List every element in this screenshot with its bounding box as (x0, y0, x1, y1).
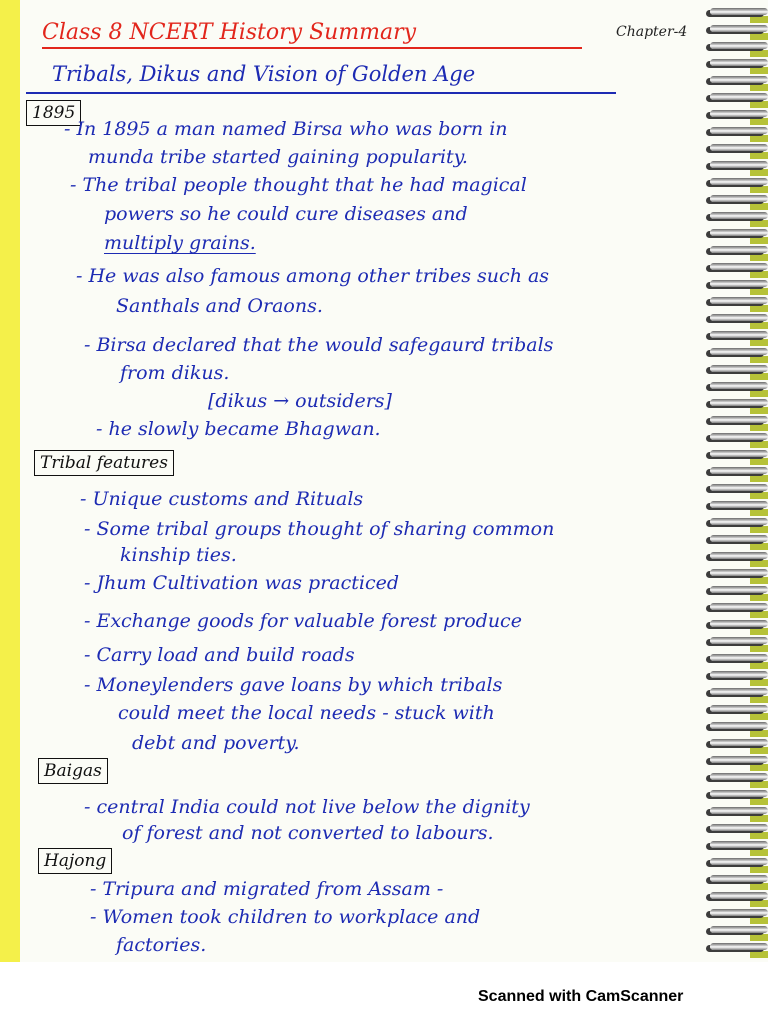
section-heading-1895: 1895 (26, 100, 81, 126)
spiral-coil (710, 807, 768, 814)
spiral-coil-gap (750, 203, 768, 210)
spiral-coil-gap (750, 390, 768, 397)
spiral-coil-gap (750, 509, 768, 516)
spiral-coil-gap (750, 373, 768, 380)
spiral-coil-gap (750, 50, 768, 57)
spiral-coil-gap (750, 407, 768, 414)
spiral-coil (710, 586, 768, 593)
title-underline (42, 47, 582, 49)
note-line: of forest and not converted to labours. (122, 822, 494, 844)
spiral-coil-gap (750, 866, 768, 873)
spiral-coil-gap (750, 628, 768, 635)
spiral-coil (710, 399, 768, 406)
spiral-coil-gap (750, 169, 768, 176)
spiral-coil-gap (750, 33, 768, 40)
spiral-coil (710, 433, 768, 440)
note-line: - Moneylenders gave loans by which tribals (84, 674, 503, 696)
spiral-coil (710, 671, 768, 678)
note-line: - Unique customs and Rituals (80, 488, 364, 510)
spiral-coil (710, 450, 768, 457)
spiral-coil (710, 909, 768, 916)
spiral-coil-gap (750, 441, 768, 448)
spiral-coil (710, 620, 768, 627)
spiral-coil-gap (750, 288, 768, 295)
spiral-coil-gap (750, 339, 768, 346)
spiral-coil (710, 195, 768, 202)
spiral-coil-gap (750, 305, 768, 312)
note-line: [dikus → outsiders] (208, 390, 392, 412)
spiral-coil-gap (750, 662, 768, 669)
spiral-coil-gap (750, 237, 768, 244)
spiral-coil-gap (750, 492, 768, 499)
spiral-coil-gap (750, 254, 768, 261)
note-line: - Exchange goods for valuable forest produce (84, 610, 522, 632)
spiral-coil-gap (750, 832, 768, 839)
section-heading-tribal-features: Tribal features (34, 450, 174, 476)
spiral-coil (710, 943, 768, 950)
spiral-coil (710, 297, 768, 304)
spiral-coil (710, 93, 768, 100)
note-line: - Carry load and build roads (84, 644, 355, 666)
chapter-label: Chapter-4 (616, 24, 688, 40)
spiral-coil-gap (750, 747, 768, 754)
note-line: - central India could not live below the dignity (84, 796, 530, 818)
spiral-coil-gap (750, 679, 768, 686)
note-line: - Birsa declared that the would safegaurd tribals (84, 334, 554, 356)
spiral-coil-gap (750, 356, 768, 363)
spiral-coil-gap (750, 611, 768, 618)
spiral-coil (710, 637, 768, 644)
spiral-coil-gap (750, 322, 768, 329)
spiral-coil (710, 42, 768, 49)
spiral-coil-gap (750, 101, 768, 108)
spiral-coil (710, 144, 768, 151)
note-line: debt and poverty. (132, 732, 300, 754)
note-line: munda tribe started gaining popularity. (88, 146, 468, 168)
spiral-coil-gap (750, 764, 768, 771)
spiral-coil-gap (750, 135, 768, 142)
spiral-coil (710, 59, 768, 66)
spiral-coil-gap (750, 849, 768, 856)
spiral-binding (704, 0, 768, 962)
spiral-coil (710, 603, 768, 610)
spiral-coil (710, 790, 768, 797)
spiral-coil (710, 739, 768, 746)
spiral-coil (710, 178, 768, 185)
note-line: multiply grains. (104, 232, 256, 254)
spiral-coil-gap (750, 16, 768, 23)
spiral-coil (710, 722, 768, 729)
spiral-coil-gap (750, 934, 768, 941)
page-edge-strip (0, 0, 20, 962)
spiral-coil-gap (750, 543, 768, 550)
spiral-coil (710, 552, 768, 559)
spiral-coil-gap (750, 815, 768, 822)
note-line: kinship ties. (120, 544, 237, 566)
spiral-coil-gap (750, 781, 768, 788)
section-heading-hajong: Hajong (38, 848, 112, 874)
spiral-coil-gap (750, 594, 768, 601)
spiral-coil (710, 773, 768, 780)
spiral-coil-gap (750, 730, 768, 737)
spiral-coil-gap (750, 220, 768, 227)
spiral-coil-gap (750, 84, 768, 91)
note-line: - Women took children to workplace and (90, 906, 481, 928)
spiral-coil-gap (750, 883, 768, 890)
note-line: factories. (116, 934, 207, 956)
spiral-coil-gap (750, 798, 768, 805)
note-line: could meet the local needs - stuck with (118, 702, 495, 724)
spiral-coil (710, 110, 768, 117)
spiral-coil (710, 688, 768, 695)
note-line: powers so he could cure diseases and (104, 203, 468, 225)
spiral-coil (710, 365, 768, 372)
spiral-coil (710, 892, 768, 899)
spiral-coil-gap (750, 152, 768, 159)
page-subtitle: Tribals, Dikus and Vision of Golden Age (52, 62, 476, 86)
spiral-coil (710, 875, 768, 882)
note-line: Santhals and Oraons. (116, 295, 323, 317)
page-title: Class 8 NCERT History Summary (42, 20, 417, 45)
spiral-coil (710, 76, 768, 83)
spiral-coil (710, 501, 768, 508)
note-line: - He was also famous among other tribes such as (76, 265, 550, 287)
spiral-coil (710, 535, 768, 542)
spiral-coil (710, 705, 768, 712)
note-line: - Jhum Cultivation was practiced (84, 572, 400, 594)
spiral-coil-gap (750, 917, 768, 924)
spiral-coil (710, 484, 768, 491)
spiral-coil (710, 246, 768, 253)
spiral-coil (710, 382, 768, 389)
spiral-coil (710, 824, 768, 831)
spiral-coil (710, 8, 768, 15)
subtitle-underline (26, 92, 616, 94)
spiral-coil-gap (750, 271, 768, 278)
spiral-coil-gap (750, 67, 768, 74)
scanner-watermark: Scanned with CamScanner (478, 988, 684, 1005)
spiral-coil-gap (750, 475, 768, 482)
note-line: - he slowly became Bhagwan. (96, 418, 381, 440)
spiral-coil-gap (750, 951, 768, 958)
spiral-coil (710, 756, 768, 763)
spiral-coil-gap (750, 526, 768, 533)
spiral-coil (710, 127, 768, 134)
spiral-coil (710, 212, 768, 219)
note-line: - In 1895 a man named Birsa who was born in (64, 118, 508, 140)
spiral-coil (710, 858, 768, 865)
spiral-coil-gap (750, 900, 768, 907)
spiral-coil (710, 841, 768, 848)
spiral-coil-gap (750, 424, 768, 431)
spiral-coil (710, 416, 768, 423)
spiral-coil (710, 161, 768, 168)
spiral-coil-gap (750, 713, 768, 720)
spiral-coil (710, 654, 768, 661)
spiral-coil (710, 569, 768, 576)
spiral-coil-gap (750, 577, 768, 584)
spiral-coil (710, 280, 768, 287)
spiral-coil (710, 518, 768, 525)
note-line: from dikus. (120, 362, 230, 384)
spiral-coil-gap (750, 645, 768, 652)
note-line: - The tribal people thought that he had magical (70, 174, 527, 196)
spiral-coil (710, 314, 768, 321)
spiral-coil-gap (750, 696, 768, 703)
note-line: - Some tribal groups thought of sharing common (84, 518, 555, 540)
spiral-coil (710, 467, 768, 474)
spiral-coil-gap (750, 118, 768, 125)
spiral-coil (710, 331, 768, 338)
spiral-coil-gap (750, 458, 768, 465)
spiral-coil-gap (750, 560, 768, 567)
spiral-coil (710, 25, 768, 32)
spiral-coil (710, 229, 768, 236)
section-heading-baigas: Baigas (38, 758, 108, 784)
note-line: - Tripura and migrated from Assam - (90, 878, 444, 900)
spiral-coil (710, 926, 768, 933)
spiral-coil-gap (750, 186, 768, 193)
spiral-coil (710, 263, 768, 270)
spiral-coil (710, 348, 768, 355)
